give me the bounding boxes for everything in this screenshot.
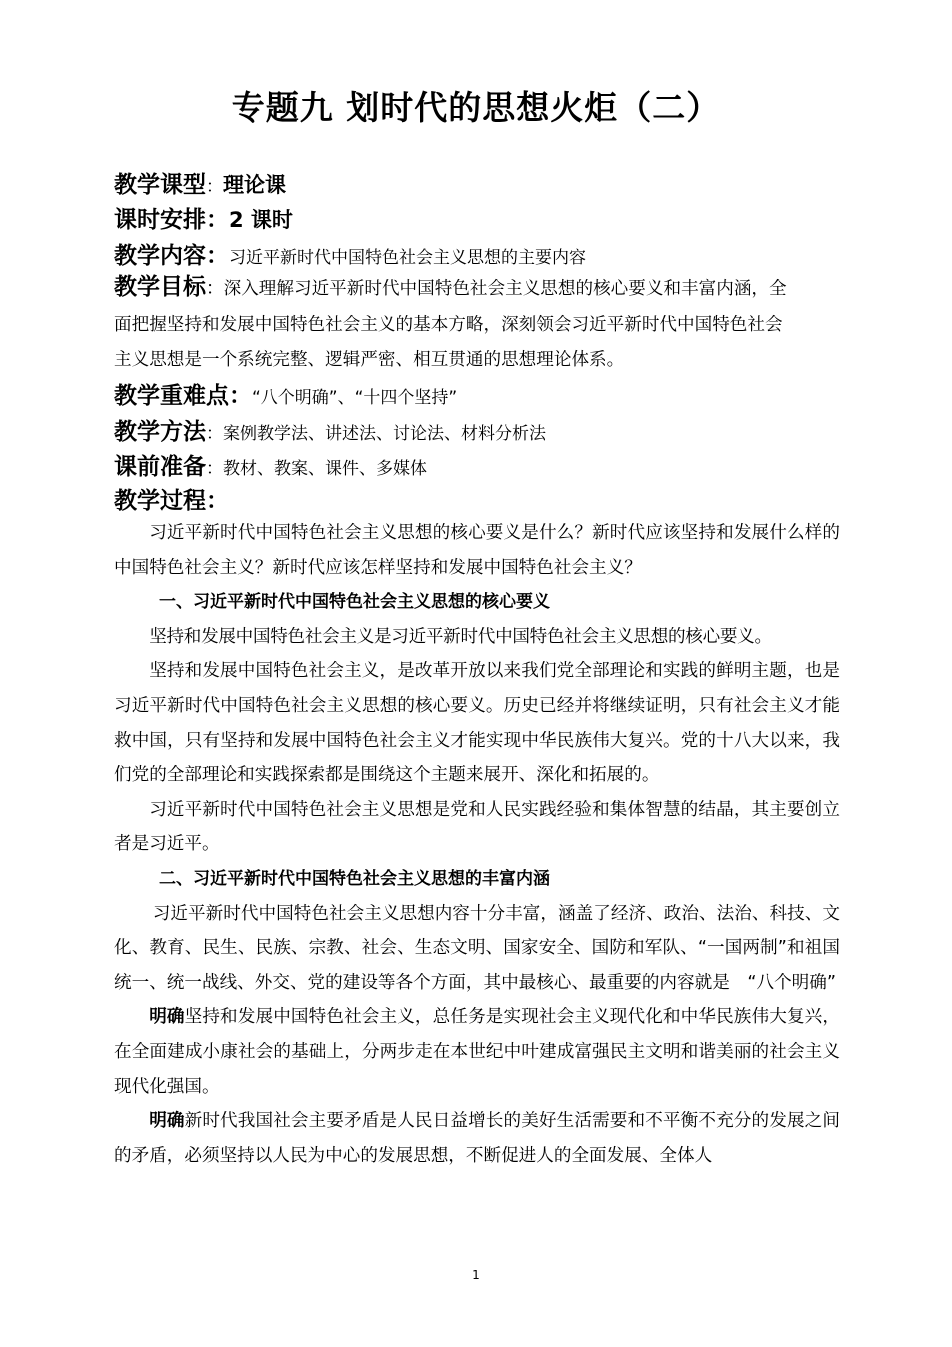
- meta-method-value: 案例教学法、讲述法、讨论法、材料分析法: [223, 424, 546, 444]
- paragraph-2: 坚持和发展中国特色社会主义，是改革开放以来我们党全部理论和实践的鲜明主题，也是习近平新时代中国特色社会主义思想的核心要义。历史已经并将继续证明，只有社会主义才能救中国，只有坚持和发展中国特色社会主义才能实现中华民族伟大复兴。党的十八大以来，我们党的全部理论和实践探索都是围绕这个主题来展开、深化和拓展的。: [114, 661, 840, 786]
- meta-goal-value-1: 深入理解习近平新时代中国特色社会主义思想的核心要义和丰富内涵，全: [223, 279, 787, 299]
- meta-hours-label: 课时安排：: [114, 207, 229, 233]
- meta-method-label: 教学方法: [114, 419, 206, 445]
- meta-key-value: “八个明确”、“十四个坚持”: [252, 388, 458, 408]
- meta-goal-label: 教学目标: [114, 274, 206, 300]
- meta-prep-value: 教材、教案、课件、多媒体: [223, 459, 427, 479]
- meta-type-value: 理论课: [223, 173, 286, 197]
- page-number: 1: [472, 1268, 480, 1282]
- meta-key: [114, 377, 457, 410]
- meta-hours-value: 2 课时: [229, 208, 293, 232]
- meta-prep-label: 课前准备: [114, 454, 206, 480]
- meta-type: 教学课型：理论课: [114, 172, 286, 198]
- paragraph-4: 习近平新时代中国特色社会主义思想内容十分丰富，涵盖了经济、政治、法治、科技、文化、教育、民生、民族、宗教、社会、生态文明、国家安全、国防和军队、“一国两制”和祖国统一、统一战线、外交、党的建设等各个方面，其中最核心、最重要的内容就是 “八个明确”: [114, 903, 840, 993]
- paragraph-3: 习近平新时代中国特色社会主义思想是党和人民实践经验和集体智慧的结晶，其主要创立者是习近平。: [114, 799, 840, 855]
- section-heading-2: 二、习近平新时代中国特色社会主义思想的丰富内涵: [159, 868, 550, 889]
- paragraph-5: [114, 1000, 840, 1104]
- paragraph-1: 坚持和发展中国特色社会主义是习近平新时代中国特色社会主义思想的核心要义。: [149, 626, 772, 647]
- paragraph-6-lead: 明确: [149, 1111, 185, 1132]
- meta-type-label: 教学课型: [114, 172, 206, 198]
- meta-method: 教学方法：案例教学法、讲述法、讨论法、材料分析法: [114, 419, 546, 445]
- body-text: [114, 516, 840, 1173]
- paragraph-5-lead: 明确: [149, 1007, 185, 1028]
- page-title: 专题九 划时代的思想火炬（二）: [231, 88, 721, 127]
- meta-hours: [114, 201, 293, 234]
- meta-process-label: 教学过程：: [114, 488, 229, 514]
- meta-content: [114, 237, 586, 270]
- meta-key-label: 教学重难点：: [114, 383, 252, 409]
- paragraph-5-text: 坚持和发展中国特色社会主义，总任务是实现社会主义现代化和中华民族伟大复兴，在全面建成小康社会的基础上，分两步走在本世纪中叶建成富强民主文明和谐美丽的社会主义现代化强国。: [114, 1007, 840, 1097]
- section-heading-1: 一、习近平新时代中国特色社会主义思想的核心要义: [159, 592, 550, 613]
- meta-goal-value-2: 面把握坚持和发展中国特色社会主义的基本方略，深刻领会习近平新时代中国特色社会: [114, 314, 783, 335]
- paragraph-6-text: 新时代我国社会主要矛盾是人民日益增长的美好生活需要和不平衡不充分的发展之间的矛盾，必须坚持以人民为中心的发展思想，不断促进人的全面发展、全体人: [114, 1111, 840, 1166]
- meta-content-label: 教学内容：: [114, 243, 229, 269]
- meta-prep: 课前准备：教材、教案、课件、多媒体: [114, 454, 427, 480]
- intro-paragraph: 习近平新时代中国特色社会主义思想的核心要义是什么？新时代应该坚持和发展什么样的中国特色社会主义？新时代应该怎样坚持和发展中国特色社会主义？: [114, 523, 840, 578]
- meta-content-value: 习近平新时代中国特色社会主义思想的主要内容: [229, 248, 586, 268]
- paragraph-6: [114, 1104, 840, 1173]
- meta-process: [114, 482, 229, 515]
- meta-goal-value-3: 主义思想是一个系统完整、逻辑严密、相互贯通的思想理论体系。: [114, 350, 625, 370]
- meta-goal: 教学目标：深入理解习近平新时代中国特色社会主义思想的核心要义和丰富内涵，全 面把握坚持和发展中国特色社会主义的基本方略，深刻领会习近平新时代中国特色社会 主义思想是一个系统完整、逻辑严密、相互贯通的思想理论体系。: [114, 270, 840, 379]
